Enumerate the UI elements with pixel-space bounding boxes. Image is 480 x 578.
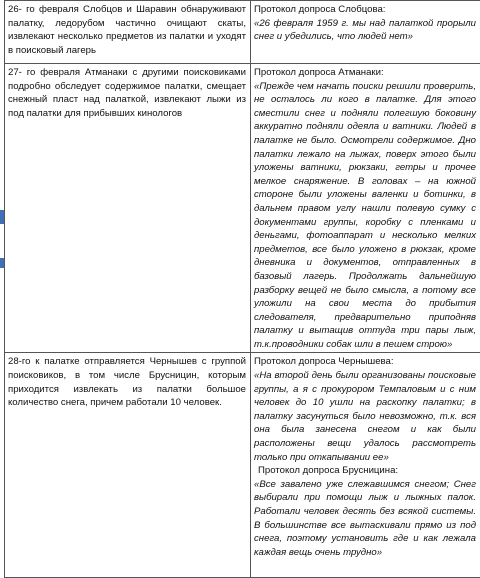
event-cell: 28-го к палатке отправляется Чернышев с группой поисковиков, в том числе Брусницин, которым приходится извлекать из палатки большое количество снега, причем работали 10 человек. (5, 353, 251, 578)
table-row (5, 1, 480, 64)
protocol-quote: «Все завалено уже слежавшимся снегом; Снег выбирали при помощи лыж и лыжных палок. Работали человек десять без всякой системы. В большинстве все вытаскивали прямо из под снега, поэтому установить где и как лежала каждая вещь очень трудно» (254, 478, 476, 560)
testimony-cell (251, 353, 480, 578)
protocol-title: Протокол допроса Атманаки: (254, 66, 476, 80)
testimony-cell (251, 1, 480, 64)
protocol-title: Протокол допроса Чернышева: (254, 355, 476, 369)
protocol-quote: «На второй день были организованы поисковые группы, а я с прокурором Темпаловым и с ним человек до 10 ушли на раскопку палатки; в палатку засунуться было невозможно, т.к. вся она была занесена снегом и как были расположены вещи удалось рассмотреть только при откапывании ее» (254, 369, 476, 464)
protocol-title: Протокол допроса Слобцова: (254, 3, 476, 17)
protocol-title: Протокол допроса Брусницина: (258, 464, 476, 478)
event-cell: 26- го февраля Слобцов и Шаравин обнаруживают палатку, ледорубом частично очищают скаты, извлекают несколько предметов из палатки и уходят в поисковый лагерь (5, 1, 251, 64)
table-row (5, 64, 480, 353)
testimony-cell (251, 64, 480, 353)
table-row (5, 353, 480, 578)
comparison-table (4, 0, 480, 578)
event-cell: 27- го февраля Атманаки с другими поисковиками подробно обследует содержимое палатки, смещает снежный пласт над палаткой, извлекают лыжи из под палатки для прибывших кинологов (5, 64, 251, 353)
protocol-quote: «26 февраля 1959 г. мы над палаткой прорыли снег и убедились, что людей нет» (254, 17, 476, 44)
protocol-quote: «Прежде чем начать поиски решили проверить, не осталось ли кого в палатке. Для этого сместили снег и подняли полегшую боковину аккуратно подняли одеяла и ватники. Людей в палатке не было. Осмотрели содержимое. Дно палатки лежало на лыжах, поверх этого были уложены ватники, рюкзаки, гетры и прочее мелкое снаряжение. В головах – на южной стороне были уложены валенки и ботинки, в дальнем правом углу нашли полевую сумку с документами группы, коробку с пленками и деньгами, фотоаппарат и несколько мелких предметов, все было уложено в рюкзак, кроме дневника и документов, отправленных в базовый лагерь. Продолжать дальнейшую разборку вещей не было смысла, а потому все уложили на свои места до прибытия следователя, предварительно приподняв палатку и вытащив оттуда три пары лыж, т.к.проводники собак шли в пешем строю» (254, 80, 476, 352)
